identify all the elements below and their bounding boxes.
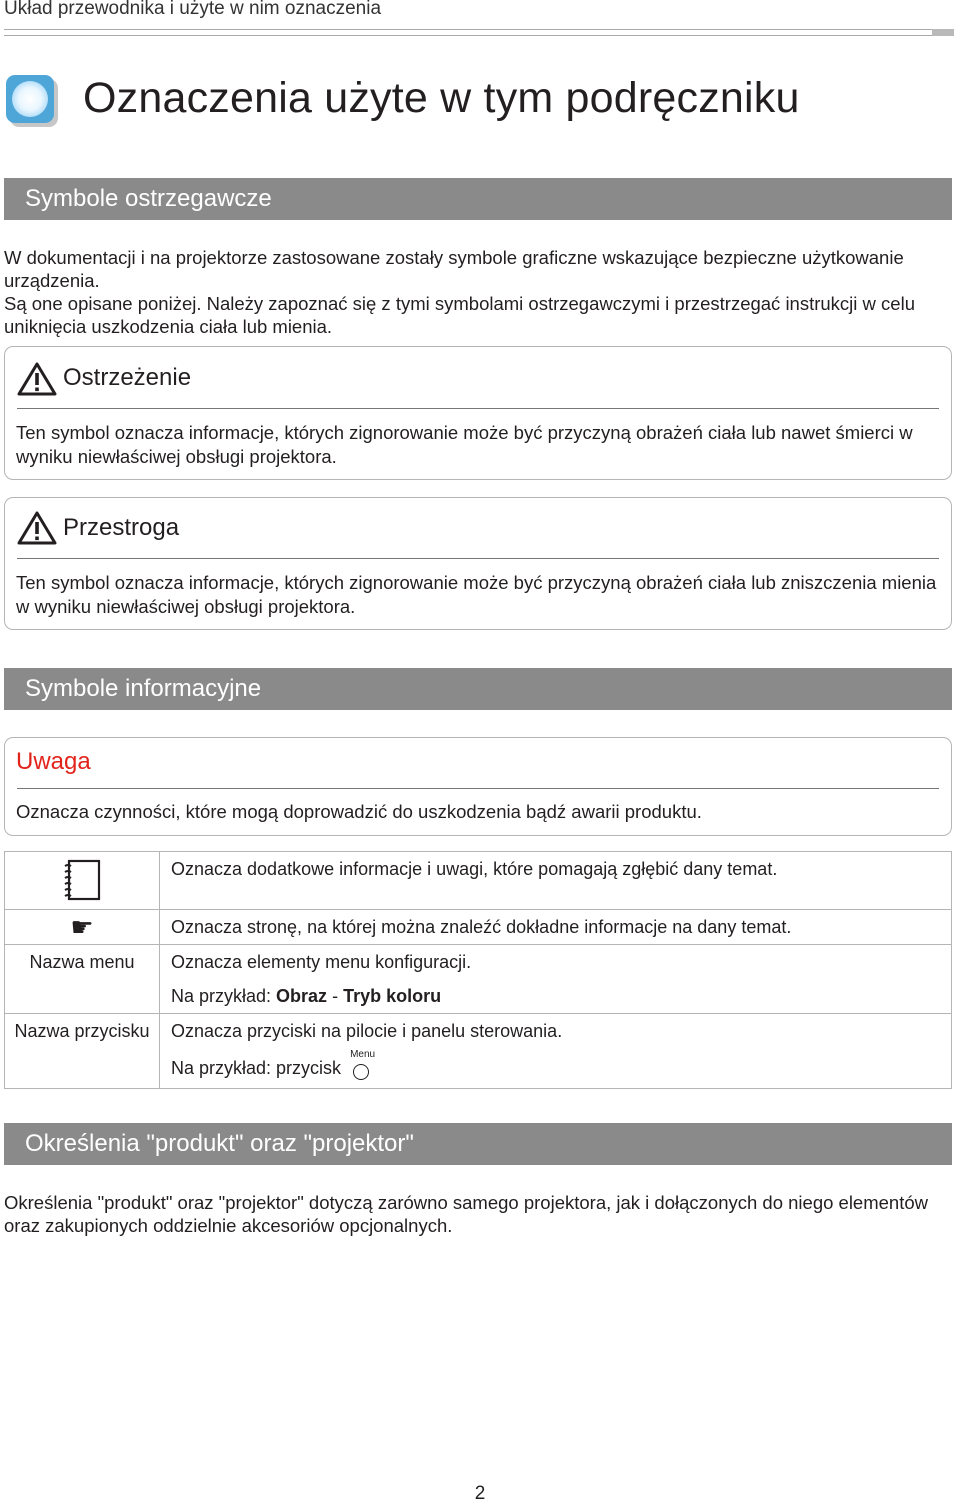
intro-paragraph-2: Są one opisane poniżej. Należy zapoznać się z tymi symbolami ostrzegawczymi i przestrzegać instrukcji w celu uniknięcia uszkodzenia ciała lub mienia. [4,293,915,337]
page-number: 2 [474,1483,486,1504]
menu-button-label: Menu [350,1049,376,1061]
table-row [5,852,952,910]
menu-example-separator: - [327,986,344,1006]
section-info-title: Symbole informacyjne [4,668,952,710]
button-name-cell [5,1014,160,1089]
note-heading: Uwaga [16,748,91,775]
terms-paragraph: Określenia "produkt" oraz "projektor" dotyczą zarówno samego projektora, jak i dołączonych do niego elementów oraz zakupionych oddzielnie akcesoriów opcjonalnych. [4,1192,928,1236]
warning-heading: Ostrzeżenie [63,364,192,391]
section-terms-title: Określenia "produkt" oraz "projektor" [4,1123,952,1165]
page-title: Oznaczenia użyte w tym podręczniku [83,74,800,122]
memo-description-cell [160,852,952,910]
pointing-hand-icon: ☛ [70,912,94,942]
menu-name-label: Nazwa menu [29,952,135,972]
menu-example [171,979,951,1013]
note-box [4,737,952,836]
intro-paragraph-1: W dokumentacji i na projektorze zastosowane zostały symbole graficzne wskazujące bezpieczne użytkowanie urządzenia. [4,247,904,291]
header-rule-end [932,29,954,36]
table-row [5,1014,952,1089]
warning-divider [17,408,939,409]
chapter-icon [6,75,54,123]
button-example-text: Na przykład: przycisk [171,1058,342,1078]
memo-notebook-icon [62,858,102,904]
menu-example-image: Obraz [276,986,328,1006]
note-text: Oznacza czynności, które mogą doprowadzić do uszkodzenia bądź awarii produktu. [16,801,702,822]
caution-divider [17,558,939,559]
breadcrumb: Układ przewodnika i użyte w nim oznaczenia [4,0,382,19]
symbols-table [4,851,952,1089]
memo-symbol-cell [5,852,160,910]
menu-example-color-mode: Tryb koloru [343,986,442,1006]
pointer-description-cell [160,910,952,945]
button-description-cell [160,1014,952,1089]
menu-description: Oznacza elementy menu konfiguracji. [171,952,472,972]
menu-button-icon [350,1049,376,1084]
menu-button-circle [353,1064,369,1080]
memo-description: Oznacza dodatkowe informacje i uwagi, które pomagają zgłębić dany temat. [171,859,778,879]
header-rule [4,29,954,36]
note-divider [17,788,939,789]
table-row [5,910,952,945]
pointer-symbol-cell [5,910,160,945]
warning-triangle-icon [17,362,57,396]
button-example [171,1048,951,1088]
menu-name-cell [5,945,160,1014]
menu-example-prefix: Na przykład: [171,986,277,1006]
section-warnings-title: Symbole ostrzegawcze [4,178,952,220]
button-description: Oznacza przyciski na pilocie i panelu sterowania. [171,1021,563,1041]
table-row [5,945,952,1014]
warning-box [4,346,952,480]
pointer-description: Oznacza stronę, na której można znaleźć dokładne informacje na dany temat. [171,917,792,937]
menu-description-cell [160,945,952,1014]
caution-box [4,497,952,630]
caution-triangle-icon [17,511,57,545]
warning-text: Ten symbol oznacza informacje, których zignorowanie może być przyczyną obrażeń ciała lub nawet śmierci w wyniku niewłaściwej obsługi projektora. [16,422,913,467]
button-name-label: Nazwa przycisku [14,1021,150,1041]
caution-heading: Przestroga [63,514,180,541]
caution-text: Ten symbol oznacza informacje, których zignorowanie może być przyczyną obrażeń ciała lub zniszczenia mienia w wyniku niewłaściwej obsługi projektora. [16,572,937,617]
